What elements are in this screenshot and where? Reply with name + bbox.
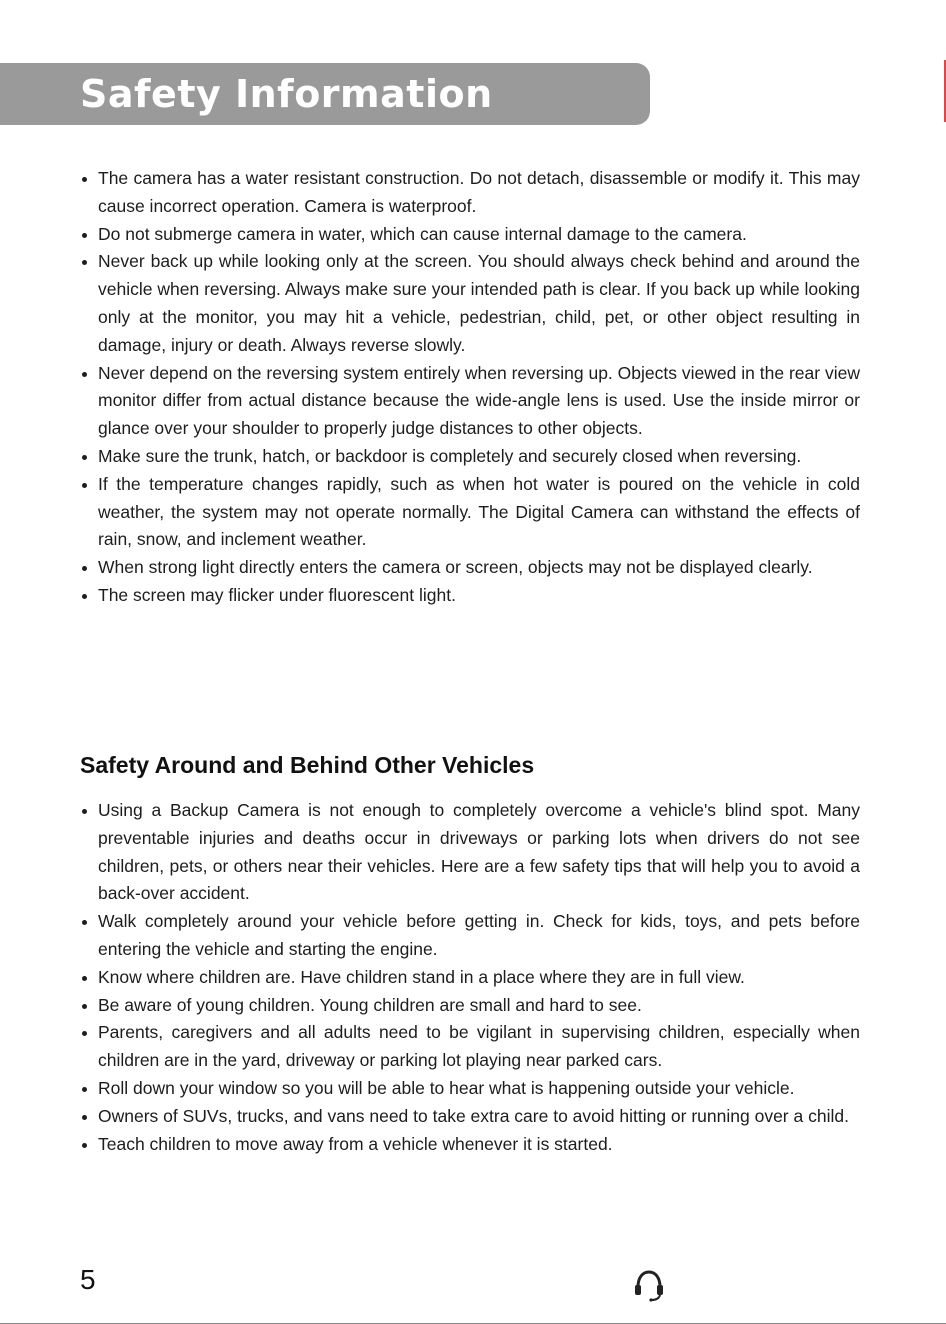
list-item: Using a Backup Camera is not enough to completely overcome a vehicle's blind spot. Many preventable injuries and deaths occur in driveways or parking lots when drivers do not see children, pets, or others near their vehicles. Here are a few safety tips that will help you to avoid a back-over accident.: [80, 797, 860, 908]
vehicle-safety-list: [80, 797, 860, 1158]
list-item: When strong light directly enters the camera or screen, objects may not be displayed clearly.: [80, 554, 860, 582]
list-item: Never depend on the reversing system entirely when reversing up. Objects viewed in the rear view monitor differ from actual distance because the wide-angle lens is used. Use the inside mirror or glance over your shoulder to properly judge distances to other objects.: [80, 360, 860, 443]
list-item: Roll down your window so you will be able to hear what is happening outside your vehicle.: [80, 1075, 860, 1103]
list-item: Never back up while looking only at the screen. You should always check behind and around the vehicle when reversing. Always make sure your intended path is clear. If you back up while looking only at the monitor, you may hit a vehicle, pedestrian, child, pet, or other object resulting in damage, injury or death. Always reverse slowly.: [80, 248, 860, 359]
list-item: Owners of SUVs, trucks, and vans need to take extra care to avoid hitting or running over a child.: [80, 1103, 860, 1131]
list-item: Walk completely around your vehicle before getting in. Check for kids, toys, and pets before entering the vehicle and starting the engine.: [80, 908, 860, 964]
list-item: Do not submerge camera in water, which can cause internal damage to the camera.: [80, 221, 860, 249]
list-item: Parents, caregivers and all adults need to be vigilant in supervising children, especially when children are in the yard, driveway or parking lot playing near parked cars.: [80, 1019, 860, 1075]
page-title: Safety Information: [80, 72, 493, 116]
section-heading: Safety Around and Behind Other Vehicles: [80, 752, 535, 778]
list-item: The screen may flicker under fluorescent light.: [80, 582, 860, 610]
list-item: Teach children to move away from a vehicle whenever it is started.: [80, 1131, 860, 1159]
list-item: Be aware of young children. Young children are small and hard to see.: [80, 992, 860, 1020]
list-item: Know where children are. Have children stand in a place where they are in full view.: [80, 964, 860, 992]
page-number: 5: [80, 1264, 96, 1295]
safety-info-list: [80, 165, 860, 610]
list-item: If the temperature changes rapidly, such as when hot water is poured on the vehicle in cold weather, the system may not operate normally. The Digital Camera can withstand the effects of rain, snow, and inclement weather.: [80, 471, 860, 554]
list-item: The camera has a water resistant construction. Do not detach, disassemble or modify it. This may cause incorrect operation. Camera is waterproof.: [80, 165, 860, 221]
list-item: Make sure the trunk, hatch, or backdoor is completely and securely closed when reversing.: [80, 443, 860, 471]
headset-icon: [633, 1268, 665, 1302]
section-banner: [0, 63, 650, 125]
